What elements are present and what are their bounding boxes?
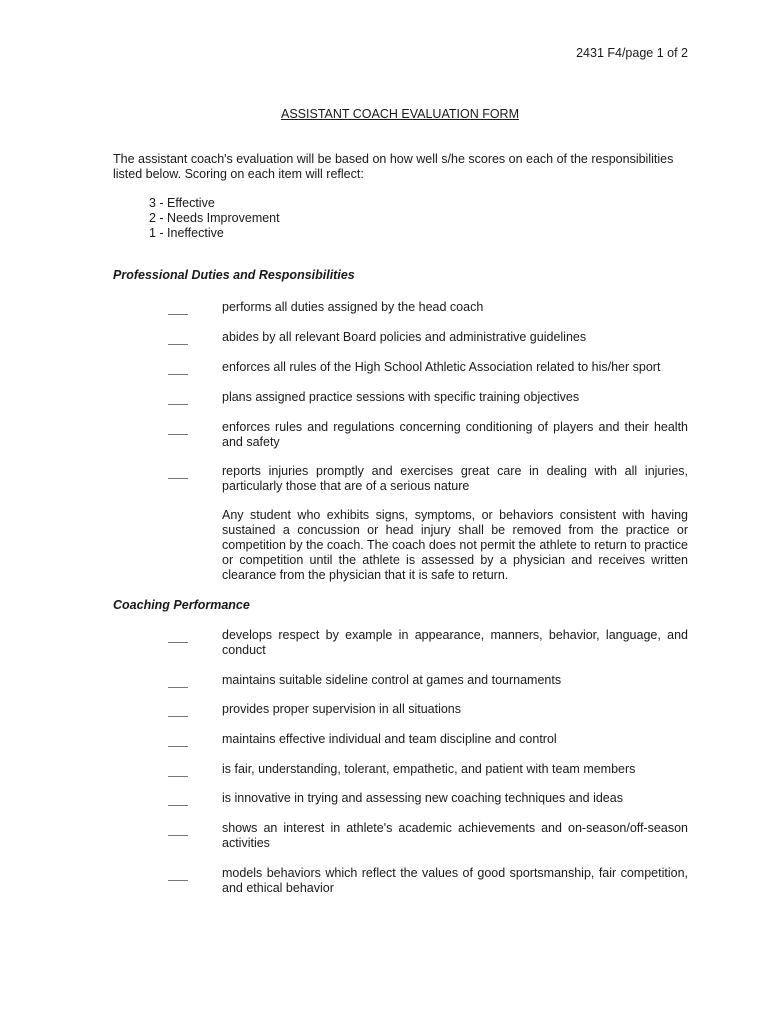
scale-item: 2 - Needs Improvement bbox=[149, 211, 280, 225]
item-text: provides proper supervision in all situations bbox=[222, 702, 462, 716]
scale-item: 1 - Ineffective bbox=[149, 226, 224, 240]
evaluation-item bbox=[168, 673, 688, 688]
item-text: abides by all relevant Board policies and administrative guidelines bbox=[222, 330, 587, 344]
evaluation-item bbox=[168, 300, 688, 315]
page-reference: 2431 F4/page 1 of 2 bbox=[576, 46, 688, 60]
evaluation-item bbox=[168, 821, 688, 851]
concussion-note: Any student who exhibits signs, symptoms, or behaviors consistent with having sustained a concussion or head injury shall be removed from the practice or competition by the coach. The coach does not permit the athlete to return to practice or competition until the athlete is assessed by a physician and receives written clearance from the physician that it is safe to return. bbox=[222, 508, 689, 582]
score-blank[interactable] bbox=[168, 478, 188, 479]
evaluation-item bbox=[168, 866, 688, 896]
evaluation-item bbox=[168, 330, 688, 345]
score-blank[interactable] bbox=[168, 344, 188, 345]
form-title: ASSISTANT COACH EVALUATION FORM bbox=[281, 107, 519, 121]
evaluation-item bbox=[168, 464, 688, 494]
score-blank[interactable] bbox=[168, 776, 188, 777]
evaluation-item bbox=[168, 762, 688, 777]
scoring-scale bbox=[149, 196, 280, 241]
item-text: develops respect by example in appearance, manners, behavior, language, and conduct bbox=[222, 628, 688, 657]
score-blank[interactable] bbox=[168, 716, 188, 717]
item-text: enforces rules and regulations concerning conditioning of players and their health and safety bbox=[222, 420, 688, 449]
score-blank[interactable] bbox=[168, 880, 188, 881]
score-blank[interactable] bbox=[168, 746, 188, 747]
score-blank[interactable] bbox=[168, 687, 188, 688]
score-blank[interactable] bbox=[168, 434, 188, 435]
evaluation-item bbox=[168, 360, 688, 375]
scale-item: 3 - Effective bbox=[149, 196, 215, 210]
evaluation-item bbox=[168, 791, 688, 806]
score-blank[interactable] bbox=[168, 642, 188, 643]
section-heading-coaching-performance: Coaching Performance bbox=[113, 598, 250, 612]
item-text: shows an interest in athlete's academic achievements and on-season/off-season activities bbox=[222, 821, 688, 850]
item-text: maintains effective individual and team discipline and control bbox=[222, 732, 557, 746]
score-blank[interactable] bbox=[168, 314, 188, 315]
evaluation-item bbox=[168, 390, 688, 405]
evaluation-item bbox=[168, 702, 688, 717]
intro-paragraph: The assistant coach's evaluation will be based on how well s/he scores on each of the responsibilities listed below. Scoring on each item will reflect: bbox=[113, 152, 674, 181]
score-blank[interactable] bbox=[168, 835, 188, 836]
item-text: plans assigned practice sessions with specific training objectives bbox=[222, 390, 580, 404]
score-blank[interactable] bbox=[168, 805, 188, 806]
item-text: is innovative in trying and assessing new coaching techniques and ideas bbox=[222, 791, 623, 805]
evaluation-item bbox=[168, 628, 688, 658]
item-text: performs all duties assigned by the head coach bbox=[222, 300, 484, 314]
score-blank[interactable] bbox=[168, 404, 188, 405]
item-text: enforces all rules of the High School Athletic Association related to his/her sport bbox=[222, 360, 661, 374]
item-text: maintains suitable sideline control at games and tournaments bbox=[222, 673, 562, 687]
section-heading-professional-duties: Professional Duties and Responsibilities bbox=[113, 268, 355, 282]
evaluation-item bbox=[168, 732, 688, 747]
score-blank[interactable] bbox=[168, 374, 188, 375]
item-text: reports injuries promptly and exercises great care in dealing with all injuries, particularly those that are of a serious nature bbox=[222, 464, 688, 493]
item-text: models behaviors which reflect the values of good sportsmanship, fair competition, and ethical behavior bbox=[222, 866, 688, 895]
evaluation-item bbox=[168, 420, 688, 450]
item-text: is fair, understanding, tolerant, empathetic, and patient with team members bbox=[222, 762, 636, 776]
